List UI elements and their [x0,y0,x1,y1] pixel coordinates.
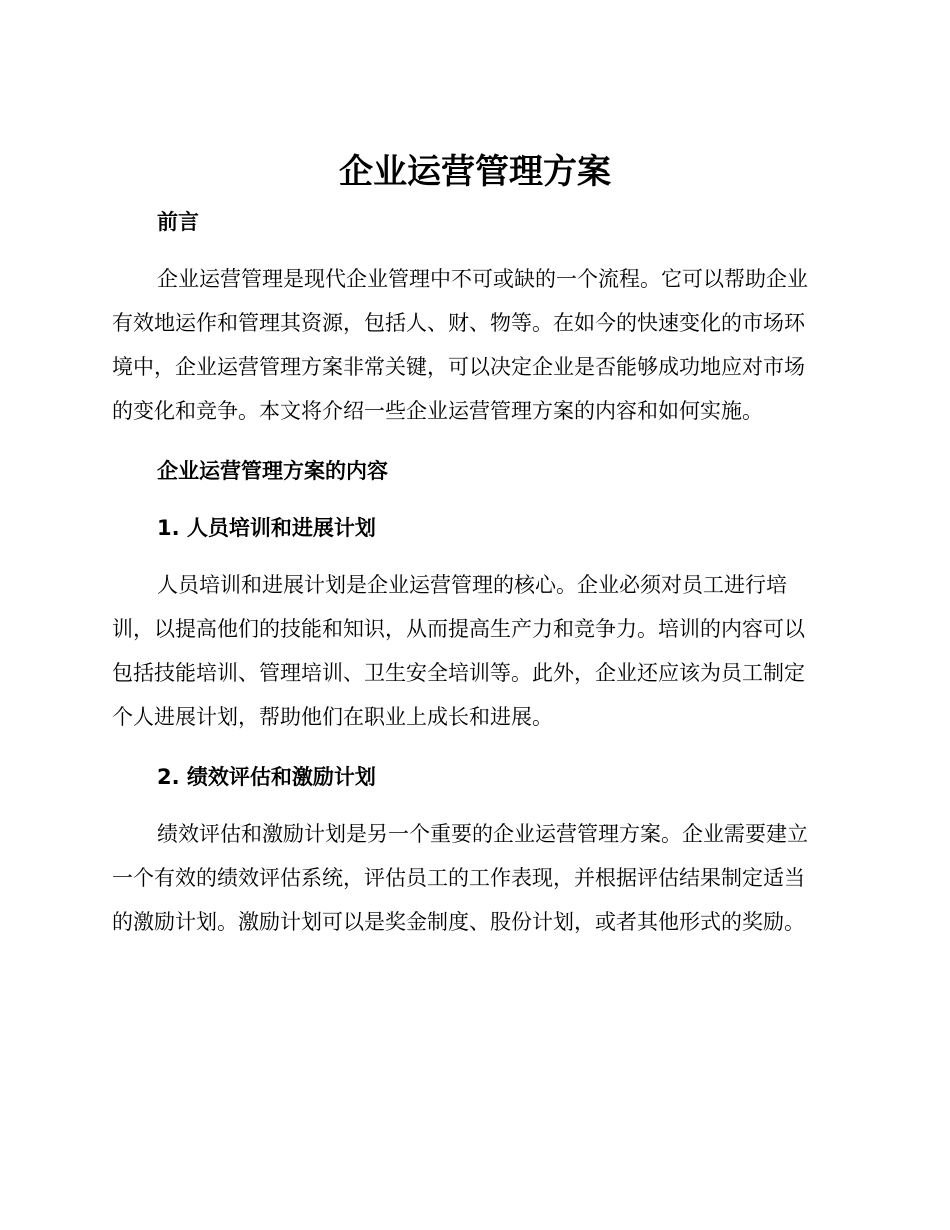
section-heading-preface: 前言 [157,210,199,234]
paragraph-line: 有效地运作和管理其资源，包括人、财、物等。在如今的快速变化的市场环 [112,311,805,335]
paragraph-line: 训，以提高他们的技能和知识，从而提高生产力和竞争力。培训的内容可以 [112,617,805,641]
paragraph-line: 企业运营管理是现代企业管理中不可或缺的一个流程。它可以帮助企业 [157,267,808,291]
paragraph-line: 境中，企业运营管理方案非常关键，可以决定企业是否能够成功地应对市场 [112,355,805,379]
paragraph-line: 一个有效的绩效评估系统，评估员工的工作表现，并根据评估结果制定适当 [112,866,805,890]
paragraph-preface [112,257,832,433]
section-heading-training: 1. 人员培训和进展计划 [157,516,376,540]
section-heading-contents: 企业运营管理方案的内容 [157,459,388,483]
paragraph-line: 包括技能培训、管理培训、卫生安全培训等。此外，企业还应该为员工制定 [112,661,805,685]
paragraph-line: 绩效评估和激励计划是另一个重要的企业运营管理方案。企业需要建立 [157,822,808,846]
paragraph-line: 的变化和竞争。本文将介绍一些企业运营管理方案的内容和如何实施。 [112,399,763,423]
paragraph-training [112,563,832,739]
section-heading-performance: 2. 绩效评估和激励计划 [157,765,376,789]
document-title: 企业运营管理方案 [339,152,611,192]
paragraph-line: 个人进展计划，帮助他们在职业上成长和进展。 [112,705,553,729]
paragraph-performance [112,812,832,944]
paragraph-line: 的激励计划。激励计划可以是奖金制度、股份计划，或者其他形式的奖励。 [112,910,805,934]
paragraph-line: 人员培训和进展计划是企业运营管理的核心。企业必须对员工进行培 [157,573,787,597]
